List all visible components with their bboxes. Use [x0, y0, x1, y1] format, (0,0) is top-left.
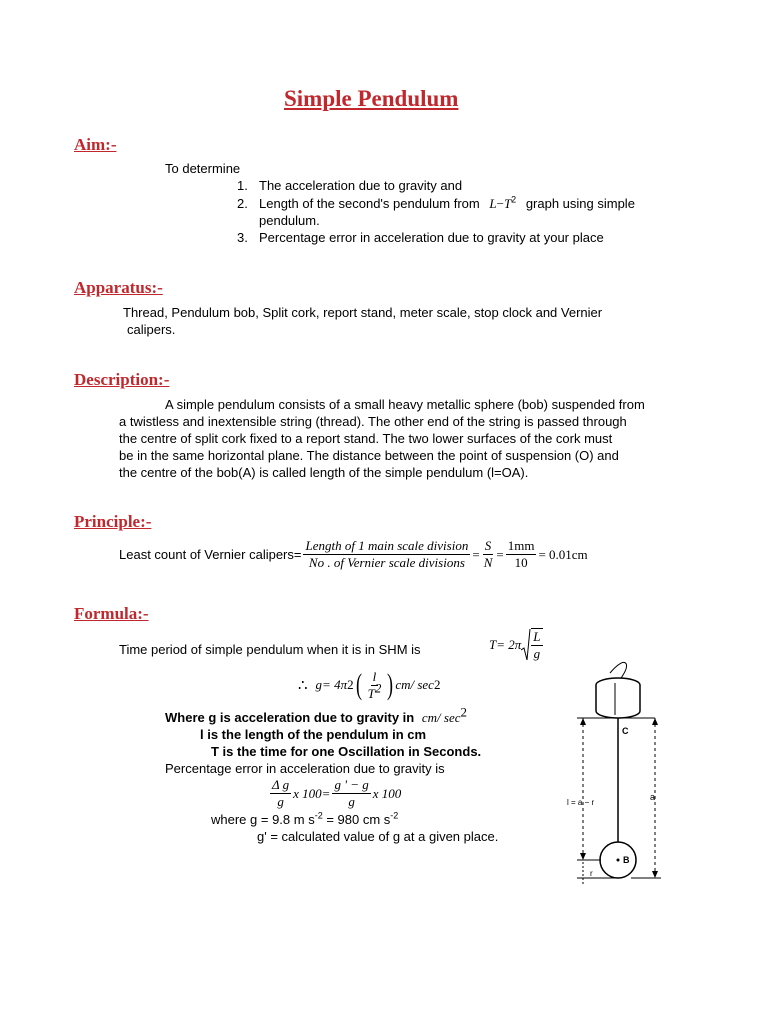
aim-item-2-expr-l: L [489, 196, 497, 211]
standard-g-exp-2: -2 [390, 810, 399, 821]
percentage-error-formula [268, 777, 401, 810]
aim-intro: To determine [165, 161, 241, 176]
least-count-fraction-1 [303, 538, 470, 571]
g-paren-right: ) [387, 668, 394, 701]
bob-centre [617, 859, 620, 862]
description-line-4: be in the same horizontal plane. The distance between the point of suspension (O) and [119, 448, 619, 463]
g-prime-line: g' = calculated value of g at a given place. [257, 829, 499, 844]
period-lhs: T= 2π [489, 637, 522, 652]
least-count-eq: = [472, 546, 480, 562]
aim-item-3-text: Percentage error in acceleration due to gravity at your place [259, 230, 604, 245]
g-formula: ∴ g= 4π 2 ( $\frac{l}{T^2}$ ) cm/ sec 2 [298, 668, 441, 701]
least-count-frac1-num: Length of 1 main scale division [305, 538, 469, 553]
where-g-text: Where g is acceleration due to gravity in [165, 710, 415, 725]
aim-item-2-text-c: pendulum. [259, 213, 320, 228]
least-count-result: = 0.01cm [538, 546, 588, 562]
aim-item-2-text [259, 196, 635, 212]
g-paren-left: ( [355, 668, 362, 701]
aim-item-3-num: 3. [237, 230, 248, 245]
least-count-fraction-3 [506, 538, 537, 571]
description-line-5: the centre of the bob(A) is called length of the simple pendulum (l=OA). [119, 465, 529, 480]
label-r: r [590, 869, 593, 878]
pct-den-2: g [348, 794, 355, 809]
apparatus-line-2: calipers. [127, 322, 176, 337]
label-c: C [622, 726, 629, 736]
apparatus-heading: Apparatus:- [74, 278, 163, 297]
aim-heading: Aim:- [74, 135, 117, 154]
least-count-frac2-den: N [483, 555, 493, 570]
apparatus-line-1: Thread, Pendulum bob, Split cork, report stand, meter scale, stop clock and Vernier [123, 305, 603, 320]
least-count-label: Least count of Vernier calipers= [119, 546, 302, 562]
label-b: B [623, 855, 630, 865]
least-count-fraction-2 [482, 538, 495, 571]
period-formula [489, 628, 545, 662]
dimension-a-arrow-top [652, 718, 658, 725]
g-lhs: g= 4π [315, 677, 348, 692]
where-t-line: T is the time for one Oscillation in Seconds. [211, 744, 482, 759]
g-den: T [367, 685, 375, 701]
least-count-eq-2: = [496, 546, 504, 562]
aim-item-2-expr-exp: 2 [511, 194, 517, 205]
g-num: l [372, 668, 377, 684]
least-count-frac3-den: 10 [514, 555, 528, 570]
description-heading: Description:- [74, 370, 170, 389]
where-g-line [165, 704, 467, 726]
pct-den-1: g [277, 794, 284, 809]
g-den-exp: 2 [374, 680, 382, 696]
therefore-symbol: ∴ [298, 677, 308, 694]
page-title: Simple Pendulum [284, 86, 459, 111]
pct-mid: x 100= [293, 785, 331, 801]
cork-body [596, 685, 640, 718]
least-count-frac2-num: S [484, 538, 492, 553]
g-units: cm/ sec [395, 677, 434, 692]
aim-item-2-expr-minus: − [496, 196, 504, 211]
standard-g-b: = 980 cm s [322, 812, 391, 827]
aim-item-2-text-b: graph using simple [525, 196, 635, 211]
least-count-frac3-num: 1mm [507, 538, 535, 553]
pct-num-2: g ' − g [334, 777, 369, 792]
dimension-l-arrow-bottom [580, 853, 586, 860]
formula-heading: Formula:- [74, 604, 149, 623]
g-fraction [366, 669, 384, 702]
pct-end: x 100 [372, 785, 402, 801]
pct-num-1: Δ g [272, 777, 290, 792]
aim-item-2-num: 2. [237, 196, 248, 211]
description-line-3: the centre of split cork fixed to a report stand. The two lower surfaces of the cork must [119, 431, 613, 446]
dimension-l-arrow-top [580, 718, 586, 725]
standard-g-a: where g = 9.8 m s [211, 812, 315, 827]
aim-item-1-num: 1. [237, 178, 248, 193]
percentage-error-text: Percentage error in acceleration due to gravity is [165, 761, 445, 776]
standard-g-line [211, 812, 398, 828]
period-den: g [533, 646, 541, 661]
where-g-units-exp: 2 [460, 704, 467, 720]
standard-g-exp-1: -2 [314, 810, 323, 821]
label-a: a [650, 792, 656, 802]
least-count-frac1-den: No . of Vernier scale divisions [308, 555, 465, 570]
description-line-1: A simple pendulum consists of a small heavy metallic sphere (bob) suspended from [165, 397, 645, 412]
pct-fraction-2 [332, 777, 370, 810]
period-num: L [533, 629, 541, 644]
aim-item-2-text-a: Length of the second's pendulum from [259, 196, 480, 211]
sqrt-sign [521, 628, 531, 662]
aim-item-2-expr-t: T [503, 196, 512, 211]
dimension-a-arrow-bottom [652, 871, 658, 878]
pendulum-diagram [565, 655, 675, 890]
description-line-2: a twistless and inextensible string (thread). The other end of the string is passed through [119, 414, 627, 429]
period-fraction [531, 628, 542, 662]
least-count-equation [119, 538, 588, 571]
principle-heading: Principle:- [74, 512, 152, 531]
where-l-line: l is the length of the pendulum in cm [200, 727, 427, 742]
where-g-units: cm/ sec [421, 710, 461, 725]
pct-fraction-1 [270, 777, 291, 810]
aim-item-1-text: The acceleration due to gravity and [259, 178, 463, 193]
period-text: Time period of simple pendulum when it is in SHM is [119, 642, 421, 657]
label-l: l = a − r [567, 798, 595, 807]
